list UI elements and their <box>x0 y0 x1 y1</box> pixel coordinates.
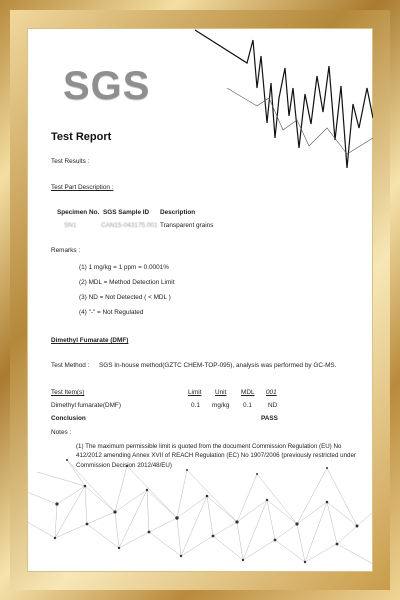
table-cell-mdl: 0.1 <box>243 402 252 409</box>
test-method-label: Test Method : <box>51 362 90 369</box>
note-text: (1) The maximum permissible limit is quoted from the document Commission Regulation (EU) No 412/2012 amending Annex XVII of REACH Regulation (EC) No 1907/2006 (previously restricted under Commission Decision 2012/48/EU) <box>76 443 356 469</box>
description-value: Transparent grains <box>160 222 214 229</box>
description-header: Description <box>160 209 196 216</box>
table-header-limit: Limit <box>188 389 202 396</box>
test-results-label: Test Results : <box>51 158 90 165</box>
remark-item: (3) ND = Not Detected ( < MDL ) <box>79 294 171 301</box>
sample-id-value: CAN15-043175.001 <box>101 222 158 229</box>
table-cell-test-item: Dimethyl fumarate(DMF) <box>51 402 121 409</box>
scribble-line-decoration <box>187 28 373 198</box>
conclusion-value: PASS <box>261 415 278 422</box>
remark-item: (1) 1 mg/kg = 1 ppm = 0.0001% <box>79 264 169 271</box>
remark-item: (2) MDL = Method Detection Limit <box>79 279 175 286</box>
test-method-value: SGS In-house method(GZTC CHEM-TOP-095), analysis was performed by GC-MS. <box>99 362 337 369</box>
remark-item: (4) "-" = Not Regulated <box>79 309 144 316</box>
certificate-paper <box>27 28 373 572</box>
specimen-no-header: Specimen No. <box>57 209 100 216</box>
table-cell-unit: mg/kg <box>212 402 230 409</box>
table-cell-limit: 0.1 <box>191 402 200 409</box>
table-header-mdl: MDL <box>241 389 255 396</box>
table-cell-result: ND <box>268 402 278 409</box>
notes-label: Notes : <box>51 429 72 436</box>
sample-id-header: SGS Sample ID <box>103 209 150 216</box>
section-title: Dimethyl Fumarate (DMF) <box>51 337 129 344</box>
table-header-sample-001: 001 <box>266 389 277 396</box>
table-header-test-item: Test Item(s) <box>51 389 85 396</box>
report-title: Test Report <box>51 131 112 143</box>
sgs-logo: SGS <box>63 64 151 108</box>
table-header-unit: Unit <box>215 389 227 396</box>
remarks-label: Remarks : <box>51 247 81 254</box>
conclusion-label: Conclusion <box>51 415 86 422</box>
specimen-no-value: SN1 <box>64 222 77 229</box>
test-part-label: Test Part Description : <box>51 184 114 191</box>
